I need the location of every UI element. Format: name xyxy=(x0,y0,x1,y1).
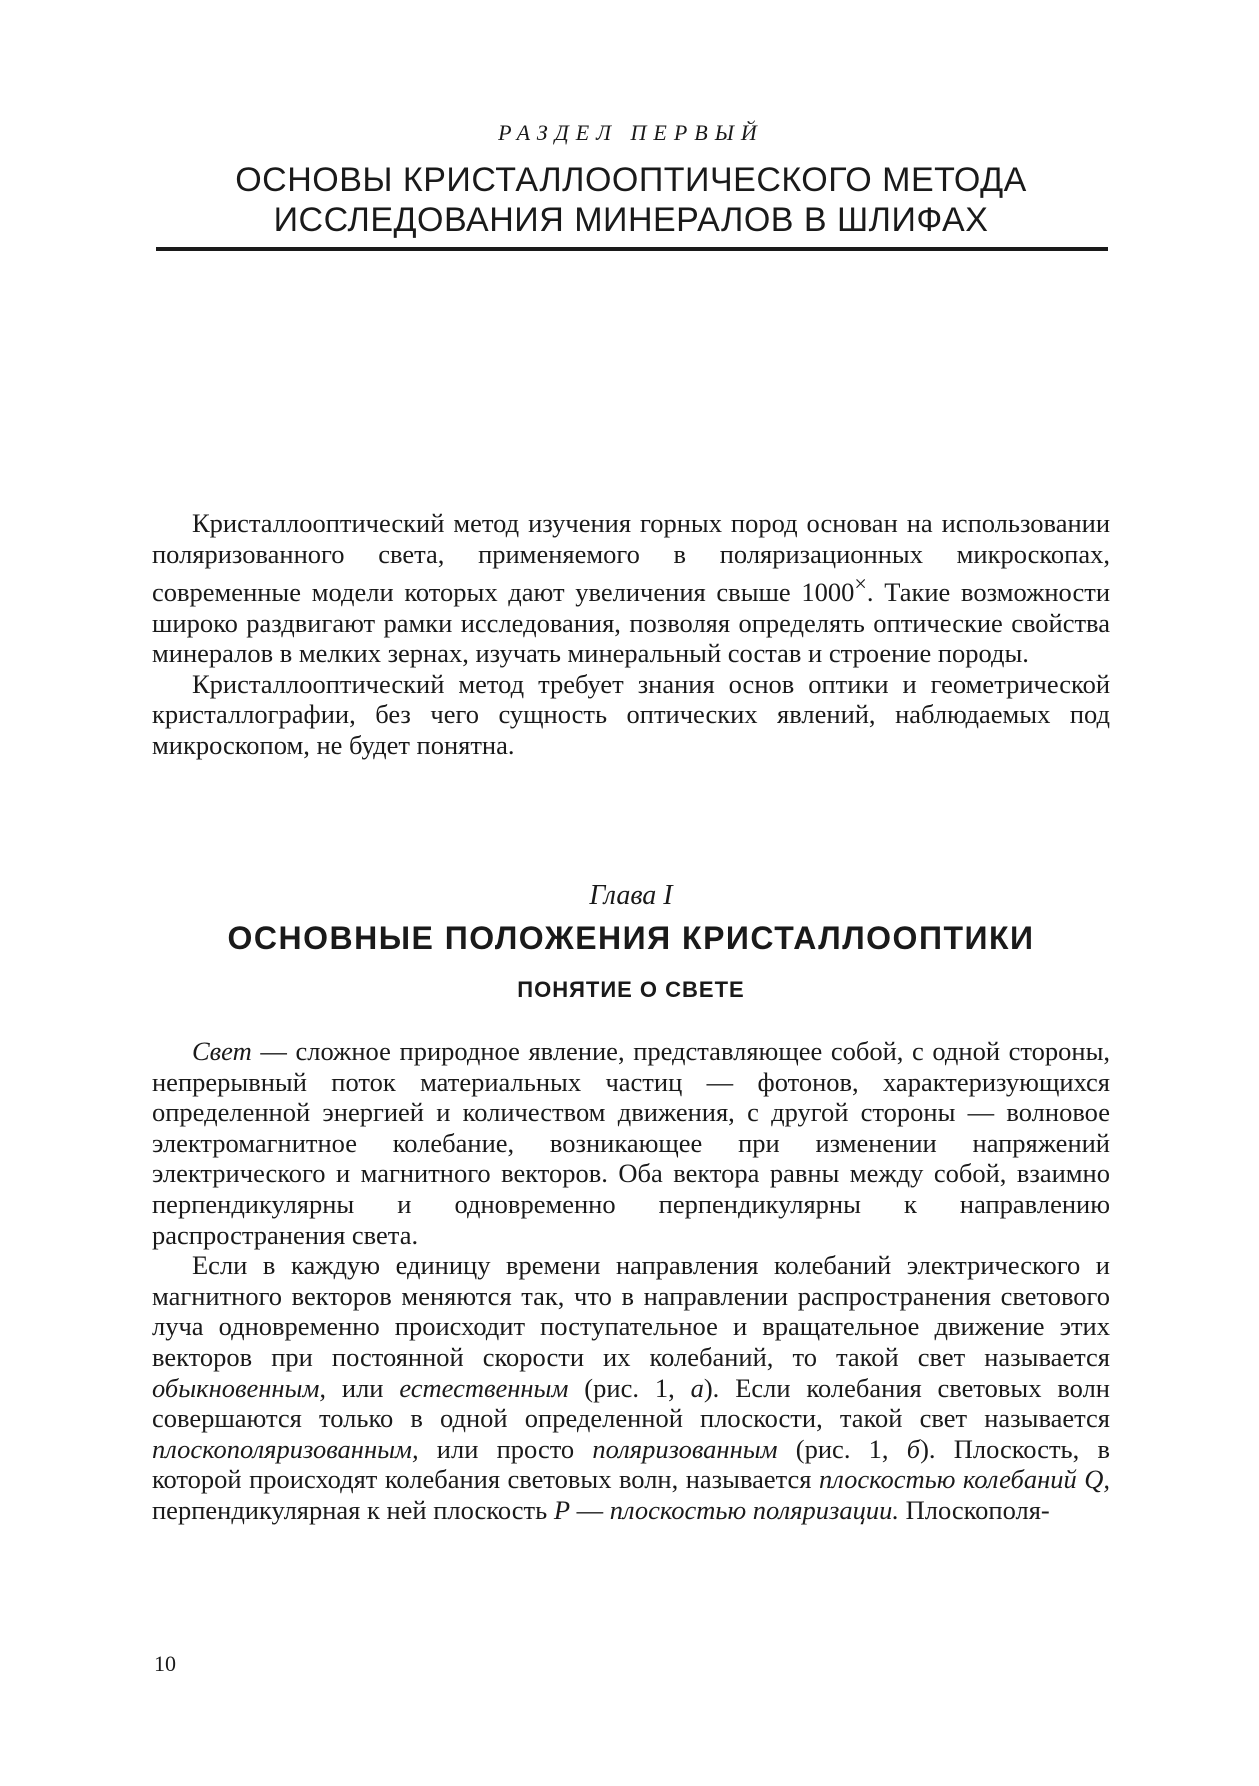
p2-g: ). Плоскость, в которой происходят колебания световых волн, называется xyxy=(152,1433,1110,1495)
p2-d: ). Если колебания световых волн совершаются только в одной определенной плоскости, такой свет называется xyxy=(152,1372,1110,1434)
page-number: 10 xyxy=(154,1651,176,1676)
intro-paragraph-1-part-b: . Такие возможности широко раздвигают рамки исследования, позволяя определять оптические свойства минералов в мелких зернах, изучать минеральный состав и строение породы. xyxy=(152,577,1110,669)
main-paragraph-1-text: — сложное природное явление, представляющее собой, с одной стороны, непрерывный поток материальных частиц — фотонов, характеризующихся определенной энергией и количеством движения, с другой стороны — волновое электромагнитное колебание, возникающее при изменении напряжений электрического и магнитного векторов. Оба вектора равны между собой, взаимно перпендикулярны и одновременно перпендикулярны к направлению распространения света. xyxy=(152,1036,1110,1250)
chapter-title: ОСНОВНЫЕ ПОЛОЖЕНИЯ КРИСТАЛЛООПТИКИ xyxy=(227,920,1035,956)
section-title xyxy=(152,160,1110,240)
p2-a: Если в каждую единицу времени направления колебаний электрического и магнитного векторов меняются так, что в направлении распространения светового луча одновременно происходит поступательное и вращательное движение этих векторов при постоянной скорости их колебаний, то такой свет называется xyxy=(152,1250,1110,1372)
term-light: Свет xyxy=(192,1036,252,1066)
subsection-title: ПОНЯТИЕ О СВЕТЕ xyxy=(517,977,745,1002)
magnification-sign: × xyxy=(854,571,867,597)
p2-b: или xyxy=(326,1372,400,1403)
p2-h: перпендикулярная к ней плоскость xyxy=(152,1494,554,1525)
fig-ref-b: б xyxy=(906,1433,921,1464)
fig-ref-a: а xyxy=(690,1372,704,1403)
p2-e: или просто xyxy=(418,1433,593,1464)
term-ordinary: обыкновенным, xyxy=(152,1372,327,1403)
section-divider xyxy=(156,247,1108,251)
section-title-line-1: ОСНОВЫ КРИСТАЛЛООПТИЧЕСКОГО МЕТОДА xyxy=(235,161,1027,199)
book-page xyxy=(152,0,1110,1786)
p2-i: — xyxy=(570,1494,610,1525)
section-label: РАЗДЕЛ ПЕРВЫЙ xyxy=(498,120,764,145)
p2-f: (рис. 1, xyxy=(777,1433,907,1464)
term-vibration-plane: плоскостью колебаний Q, xyxy=(819,1464,1111,1495)
main-paragraph-1 xyxy=(152,1036,1110,1250)
term-polarized: поляризованным xyxy=(592,1433,778,1464)
term-natural: естественным xyxy=(399,1372,569,1403)
intro-text xyxy=(152,508,1110,761)
term-plane-polarized: плоскополяризованным, xyxy=(152,1433,419,1464)
p2-j: Плоскополя- xyxy=(898,1494,1050,1525)
p2-c: (рис. 1, xyxy=(568,1372,691,1403)
main-text xyxy=(152,1036,1110,1526)
intro-paragraph-1 xyxy=(152,508,1110,669)
term-polarization-plane: плоскостью поляризации. xyxy=(609,1494,899,1525)
intro-paragraph-1-part-a: Кристаллооптический метод изучения горных пород основан на использовании поляризованного света, применяемого в поляризационных микроскопах, современные модели которых дают увеличения свыше 1000 xyxy=(152,508,1110,608)
main-paragraph-2 xyxy=(152,1250,1110,1525)
chapter-label: Глава I xyxy=(589,880,673,911)
symbol-p: P xyxy=(553,1494,570,1525)
section-title-line-2: ИССЛЕДОВАНИЯ МИНЕРАЛОВ В ШЛИФАХ xyxy=(273,201,989,239)
intro-paragraph-2: Кристаллооптический метод требует знания основ оптики и геометрической кристаллографии, без чего сущность оптических явлений, наблюдаемых под микроскопом, не будет понятна. xyxy=(152,668,1110,760)
